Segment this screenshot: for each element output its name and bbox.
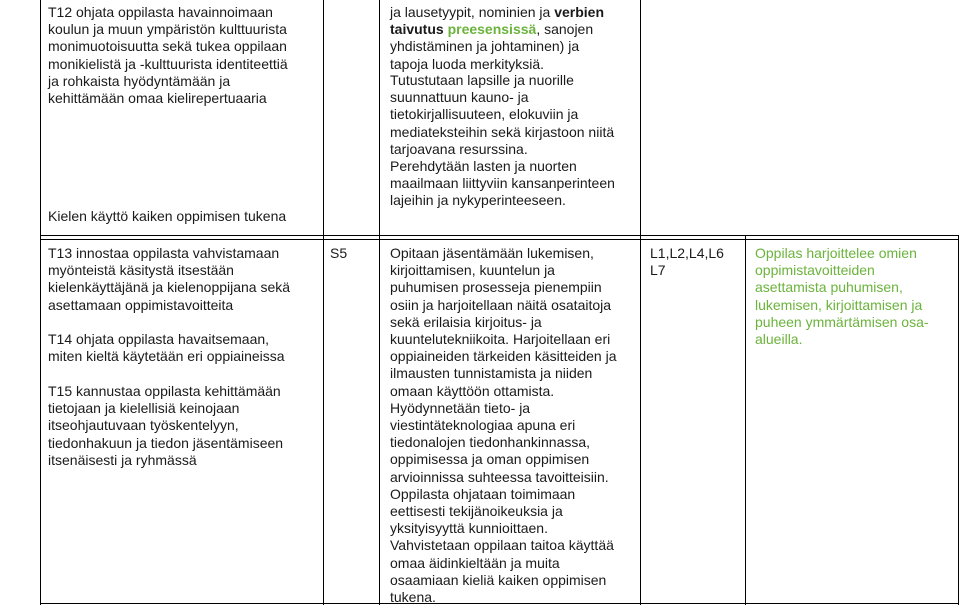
content-intro-a: ja lausetyypit, nominien ja [390, 4, 555, 20]
content-intro-green: preesensissä [447, 21, 537, 38]
assessment-text: Oppilas harjoittelee omien oppimistavoitteiden asettamista puhumisen, lukemisen, kirjoittamisen ja puheen ymmärtämisen osa- alueilla. [755, 245, 929, 348]
table-border-content-right [640, 0, 641, 235]
table-border-right [958, 235, 959, 605]
table-border-col5 [745, 235, 746, 605]
competences: L1,L2,L4,L6 L7 [650, 245, 724, 279]
content-intro-bold: verbien taivutus [390, 4, 605, 38]
table-row-divider [40, 235, 959, 236]
goal-t12: T12 ohjata oppilasta havainnoimaan koulun ja muun ympäristön kulttuurista monimuotoisuutta sekä tukea oppilaan monikielistä ja -kulttuurista identiteettiä ja rohkaista hyödyntämään ja kehittämään omaa kielirepertuaaria [48, 4, 288, 107]
table-border-col4 [640, 235, 641, 605]
row2-content: Opitaan jäsentämään lukemisen, kirjoittamisen, kuuntelun ja puhumisen prosesseja pienempiin osiin ja harjoitellaan näitä osataitoja sekä erilaisia kirjoitus- ja kuuntelutekniikoita. Harjoitellaan eri oppiaineiden tärkeiden käsitteiden ja ilmausten tunnistamista ja niiden omaan käyttöön ottamista. Hyödynnetään tieto- ja viestintäteknologiaa apuna eri tiedonalojen tiedonhankinnassa, oppimisessa ja oman oppimisen arvioinnissa suhteessa tavoitteisiin. Oppilasta ohjataan toimimaan eettisesti tekijänoikeuksia ja yksityisyyttä kunnioittaen. Vahvistetaan oppilaan taitoa käyttää omaa äidinkieltään ja muita osaamiaan kieliä kaiken oppimisen tukena. [390, 245, 617, 606]
goal-t15: T15 kannustaa oppilasta kehittämään tietojaan ja kielellisiä keinojaan itseohjautuvaan työskentelyyn, tiedonhakuun ja tiedon jäsentämiseen itsenäisesti ja ryhmässä [48, 383, 284, 468]
row1-content-rest: Tutustutaan lapsille ja nuorille suunnattuun kauno- ja tietokirjallisuuteen, elokuviin ja mediateksteihin sekä kirjastoon niitä tarjoavana resurssina. Perehdytään lasten ja nuorten maailmaan liittyviin kansanperinteen lajeihin ja nykyperinteeseen. [390, 72, 615, 209]
table-border-col3 [379, 0, 380, 605]
goal-t14: T14 ohjata oppilasta havaitsemaan, miten kieltä käytetään eri oppiaineissa [48, 331, 285, 365]
content-area-code: S5 [330, 245, 348, 261]
table-border-col2 [323, 0, 324, 605]
content-intro-d: , sanojen yhdistäminen ja johtaminen) ja tapoja luoda merkityksiä. [390, 21, 594, 72]
section-heading: Kielen käyttö kaiken oppimisen tukena [48, 208, 287, 224]
table-border-left [40, 0, 41, 605]
table-row-divider-2 [40, 239, 959, 240]
goal-t13: T13 innostaa oppilasta vahvistamaan myönteistä käsitystä itsestään kielenkäyttäjänä ja kielenoppijana sekä asettamaan oppimistavoitteita [48, 245, 291, 313]
row1-content [390, 4, 638, 73]
